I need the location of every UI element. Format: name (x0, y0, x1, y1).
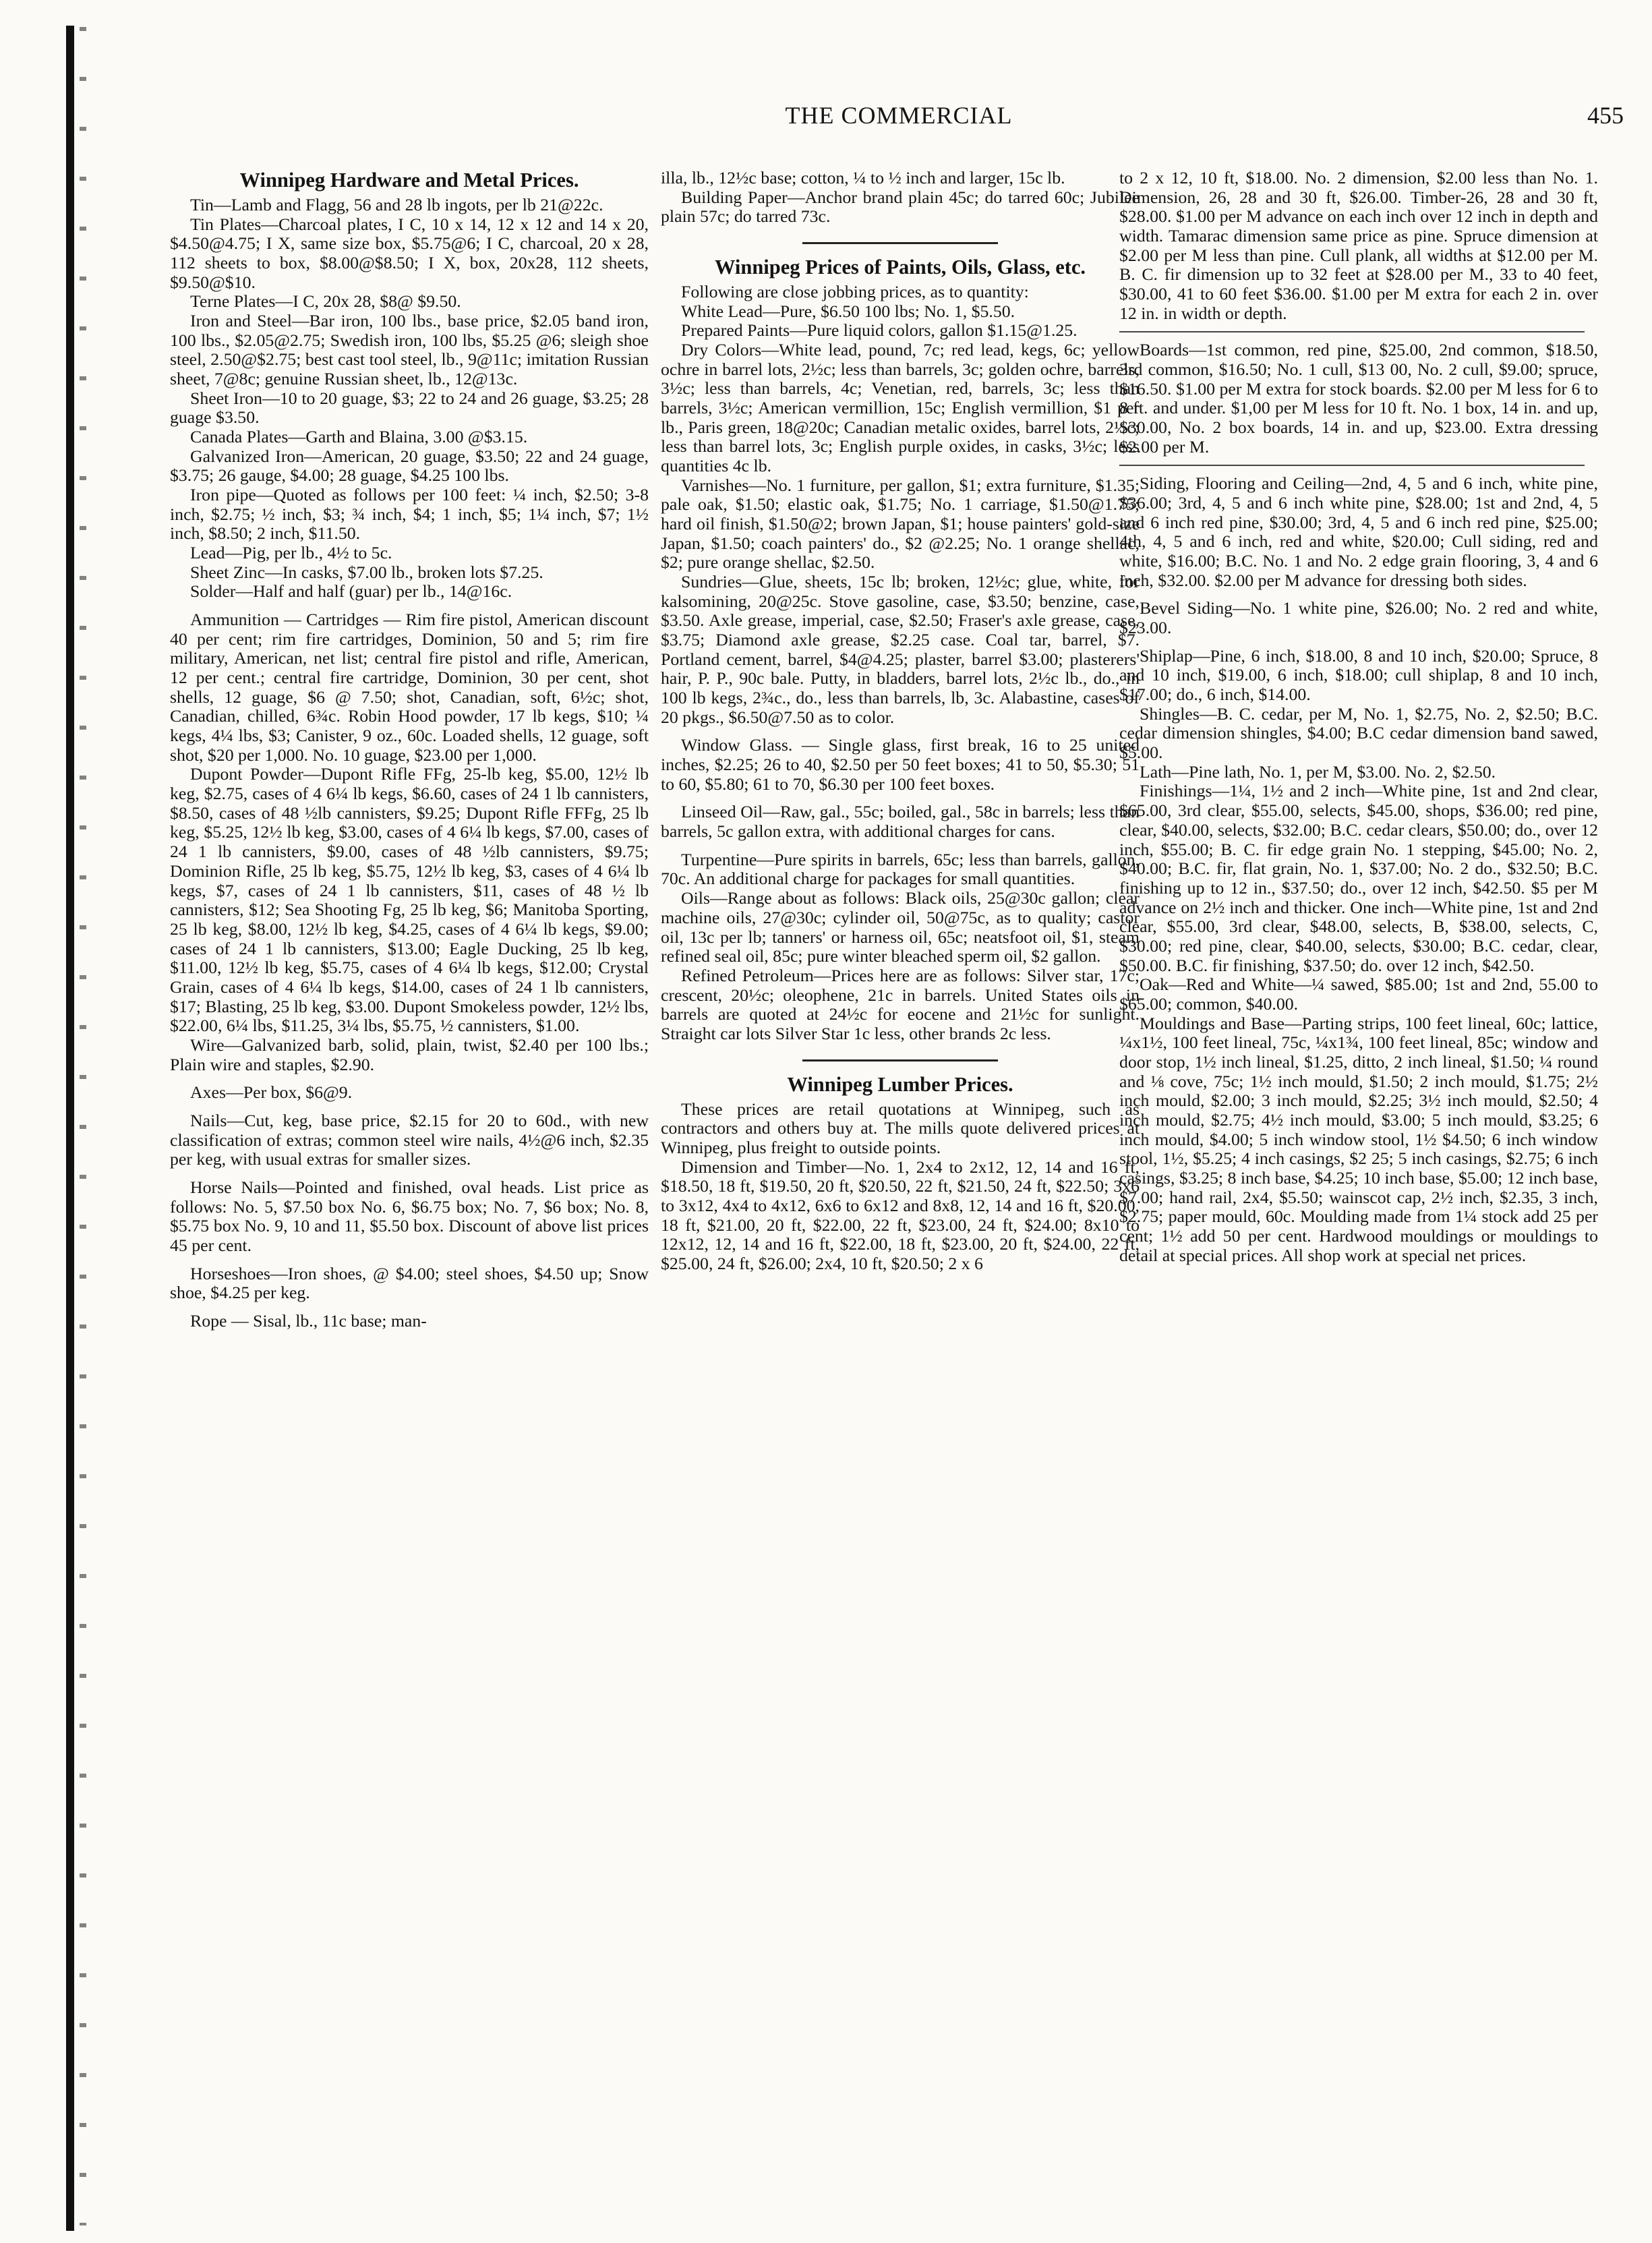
item-rope-continued: illa, lb., 12½c base; cotton, ¼ to ½ inch and larger, 15c lb. (661, 168, 1065, 187)
item-shiplap: Shiplap—Pine, 6 inch, $18.00, 8 and 10 inch, $20.00; Spruce, 8 and 10 inch, $19.00, 6 inch, $18.00; cull shiplap, 8 and 10 inch, $17.00; do., 6 inch, $14.00. (1119, 645, 1598, 705)
item-prepared-paints: Prepared Paints—Pure liquid colors, gallon $1.15@1.25. (681, 320, 1078, 341)
item-building-paper: Building Paper—Anchor brand plain 45c; do tarred 60c; Jubilee plain 57c; do tarred 73c. (661, 187, 1140, 227)
item-tin-plates: Tin Plates—Charcoal plates, I C, 10 x 14, 12 x 12 and 14 x 20, $4.50@4.75; I X, same size box, $5.75@6; I C, charcoal, 20 x 28, 112 sheets to box, $8.00@$8.50; I X, box, 20x28, 112 sheets, $9.50@$10. (170, 214, 649, 292)
item-lath: Lath—Pine lath, No. 1, per M, $3.00. No. 2, $2.50. (1140, 761, 1496, 782)
binding-holes (80, 27, 86, 2225)
item-window-glass: Window Glass. — Single glass, first break, 16 to 25 united inches, $2.25; 26 to 40, $2.50 per 50 feet boxes; 41 to 50, $5.30; 51 to 60, $5.80; 61 to 70, $6.30 per 100 feet boxes. (661, 735, 1140, 794)
column-hardware (170, 169, 649, 1331)
paints-intro: Following are close jobbing prices, as to quantity: (681, 282, 1029, 301)
item-dry-colors: Dry Colors—White lead, pound, 7c; red lead, kegs, 6c; yellow ochre in barrel lots, 2½c; less than barrels, 3c; golden ochre, barrels, 3½c; less than barrels, 4c; Venetian, red, barrels, 3c; less than barrels, 3½c; American vermillion, 15c; English vermillion, $1 per lb., Paris green, 18@20c; Canadian metalic oxides, barrel lots, 2½c; less than barrel lots, 3c; English purple oxides, in casks, 3½c; less quantities 4c lb. (661, 340, 1140, 476)
item-dupont-powder: Dupont Powder—Dupont Rifle FFg, 25-lb keg, $5.00, 12½ lb keg, $2.75, cases of 4 6¼ lb kegs, $6.60, cases of 24 1 lb cannisters, $8.50, cases of 48 ½lb cannisters, $9.25; Dupont Rifle FFFg, 25 lb keg, $5.25, 12½ lb keg, $3.00, cases of 4 6¼ lb kegs, $7.00, cases of 24 1 lb cannisters, $9.00, cases of 48 ½lb cannisters, $9.75; Dominion Rifle, 25 lb keg, $5.75, 12½ lb keg, $3, cases of 4 6¼ lb kegs, $7, cases of 24 1 lb cannisters, $11, cases of 48 ½ lb cannisters, $12; Sea Shooting Fg, 25 lb keg, $6; Manitoba Sporting, 25 lb keg, $8.00, 12½ lb keg, $4.25, cases of 4 6¼ lb kegs, $9.00; cases of 24 1 lb cannisters, $13.00; Eagle Ducking, 25 lb keg, $11.00, 12½ lb keg, $5.75, cases of 4 6¼ lb kegs, $12.00; Crystal Grain, cases of 4 6¼ lb kegs, $14.00, cases of 24 1 lb cannisters, $17; Blasting, 25 lb keg, $3.00. Dupont Smokeless powder, 12½ lbs, $22.00, 6¼ lbs, $11.25, 3¼ lbs, $5.75, ½ cannisters, $1.00. (170, 764, 649, 1036)
item-wire: Wire—Galvanized barb, solid, plain, twist, $2.40 per 100 lbs.; Plain wire and staples, $2.90. (170, 1035, 649, 1074)
item-dimension-timber: Dimension and Timber—No. 1, 2x4 to 2x12, 12, 14 and 16 ft, $18.50, 18 ft, $19.50, 20 ft, $20.50, 22 ft, $21.50, 24 ft, $22.50; 3x6 to 3x12, 4x4 to 4x12, 6x6 to 6x12 and 8x8, 12, 14 and 16 ft, $20.00, 18 ft, $21.00, 20 ft, $22.00, 22 ft, $23.00, 24 ft, $24.00; 8x10 to 12x12, 12, 14 and 16 ft, $22.00, 18 ft, $23.00, 20 ft, $24.00, 22 ft, $25.00, 24 ft, $26.00; 2x4, 10 ft, $20.50; 2 x 6 (661, 1157, 1140, 1273)
item-dimension-continued: to 2 x 12, 10 ft, $18.00. No. 2 dimension, $2.00 less than No. 1. Dimension, 26, 28 and 30 ft, $26.00. Timber-26, 28 and 30 ft, $28.00. $1.00 per M advance on each inch over 12 inch in depth and width. Tamarac dimension same price as pine. Spruce dimension at $2.00 per M less than pine. Cull plank, all widths at $12.00 per M. B. C. fir dimension up to 32 feet at $28.00 per M., 33 to 40 feet, $30.00, 41 to 60 feet $36.00. $1.00 per M extra for each 2 in. over 12 in. in width or depth. (1119, 168, 1598, 323)
item-lead: Lead—Pig, per lb., 4½ to 5c. (190, 543, 392, 563)
divider (1119, 465, 1585, 466)
item-boards: Boards—1st common, red pine, $25.00, 2nd common, $18.50, 3rd common, $16.50; No. 1 cull, $13 00, No. 2 cull, $9.00; spruce, $16.50. $1.00 per M extra for stock boards. $2.00 per M less for 6 to 8 ft. and under. $1,00 per M less for 10 ft. No. 1 box, 14 in. and up, $30.00, No. 2 box boards, 14 in. and up, $23.00. Extra dressing $2.00 per M. (1119, 340, 1598, 457)
page-number: 455 (1587, 102, 1624, 129)
item-sundries: Sundries—Glue, sheets, 15c lb; broken, 12½c; glue, white, for kalsomining, 20@25c. Stove gasoline, case, $3.50; benzine, case, $3.50. Axle grease, imperial, case, $2.50; Fraser's axle grease, case, $3.75; Diamond axle grease, $2.25 case. Coal tar, barrel, $7. Portland cement, barrel, $4@4.25; plaster, barrel $3.00; plasterers' hair, P. P., 90c bale. Putty, in bladders, barrel lots, 2½c lb., do., in 100 lb kegs, 2¾c., do., less than barrels, lb, 3c. Alabastine, cases of 20 pkgs., $6.50@7.50 as to color. (661, 572, 1140, 727)
section-heading-hardware: Winnipeg Hardware and Metal Prices. (239, 169, 579, 192)
item-shingles: Shingles—B. C. cedar, per M, No. 1, $2.75, No. 2, $2.50; B.C. cedar dimension shingles, $4.00; B.C cedar dimension band sawed, $5.00. (1119, 703, 1598, 763)
item-sheet-iron: Sheet Iron—10 to 20 guage, $3; 22 to 24 and 26 guage, $3.25; 28 guage $3.50. (170, 388, 649, 428)
page-header (174, 101, 1624, 142)
item-varnishes: Varnishes—No. 1 furniture, per gallon, $1; extra furniture, $1.35; pale oak, $1.50; elastic oak, $1.75; No. 1 carriage, $1.50@1.75; hard oil finish, $1.50@2; brown Japan, $1; house painters' gold-size Japan, $1.50; coach painters' do., $2 @2.25; No. 1 orange shellac, $2; pure orange shellac, $2.50. (661, 475, 1140, 573)
item-finishings: Finishings—1¼, 1½ and 2 inch—White pine, 1st and 2nd clear, $65.00, 3rd clear, $55.00, selects, $45.00, shops, $36.00; red pine, clear, $40.00, selects, $32.00; B.C. cedar clears, $50.00; do., over 12 inch, $55.00; B. C. fir edge grain No. 1 stepping, $45.00; No. 2, $40.00; B.C. fir, flat grain, No. 1, $37.00; No. 2 do., $32.50; B.C. finishing up to 12 in., $37.50; do., over 12 inch, $42.50. $5 per M advance on 2½ inch and thicker. One inch—White pine, 1st and 2nd clear, $55.00, 3rd clear, $48.00, selects, B, $38.00, selects, C, $30.00; red pine, clear, $40.00, selects, $30.00; B.C. cedar, clear, $50.00. B.C. fir finishing, $37.50; do. over 12 inch, $42.50. (1119, 781, 1598, 975)
lumber-intro: These prices are retail quotations at Winnipeg, such as contractors and others buy at. The mills quote delivered prices at Winnipeg, plus freight to outside points. (661, 1099, 1140, 1157)
item-oak: Oak—Red and White—¼ sawed, $85.00; 1st and 2nd, 55.00 to $65.00; common, $40.00. (1119, 974, 1598, 1014)
item-terne-plates: Terne Plates—I C, 20x 28, $8@ $9.50. (190, 291, 461, 312)
item-solder: Solder—Half and half (guar) per lb., 14@16c. (190, 581, 512, 602)
item-linseed-oil: Linseed Oil—Raw, gal., 55c; boiled, gal., 58c in barrels; less than barrels, 5c gallon extra, with additional charges for cans. (661, 802, 1140, 842)
item-turpentine: Turpentine—Pure spirits in barrels, 65c; less than barrels, gallon, 70c. An additional charge for packages for small quantities. (661, 849, 1140, 889)
item-ammunition: Ammunition — Cartridges — Rim fire pistol, American discount 40 per cent; rim fire cartridges, Dominion, 50 and 5; rim fire military, American, net list; central fire pistol and rifle, American, 12 per cent.; central fire cartridge, Dominion, 30 per cent, shot shells, 12 guage, $6 @ 7.50; shot, Canadian, soft, 6½c; shot, Canadian, chilled, 6¾c. Robin Hood powder, 17 lb kegs, $10; ¼ kegs, 4¼ lbs, $3; Canister, 9 oz., 60c. Loaded shells, 12 guage, soft shot, $20 per 1,000. No. 10 guage, $23.00 per 1,000. (170, 610, 649, 765)
item-iron-steel: Iron and Steel—Bar iron, 100 lbs., base price, $2.05 band iron, 100 lbs., $2.05@2.75; Swedish iron, 100 lbs, $5.25 @6; sleigh shoe steel, 2.50@$2.75; best cast tool steel, lb., 9@11c; imitation Russian sheet, 7@8c; genuine Russian sheet, lb., 12@13c. (170, 311, 649, 389)
item-bevel-siding: Bevel Siding—No. 1 white pine, $26.00; No. 2 red and white, $23.00. (1119, 598, 1598, 638)
column-paints-lumber (661, 169, 1140, 1274)
item-refined-petroleum: Refined Petroleum—Prices here are as follows: Silver star, 17c; crescent, 20½c; oleophene, 21c in barrels. United States oils in barrels are quoted at 24½c for eocene and 21½c for sunlight. Straight car lots Silver Star 1c less, other brands 2c less. (661, 965, 1140, 1043)
item-oils: Oils—Range about as follows: Black oils, 25@30c gallon; clear machine oils, 27@30c; cylinder oil, 50@75c, as to quality; castor oil, 13c per lb; tanners' or harness oil, 65c; neatsfoot oil, $1, steam refined seal oil, 85c; pure winter bleached sperm oil, $2 gallon. (661, 888, 1140, 966)
item-galvanized-iron: Galvanized Iron—American, 20 guage, $3.50; 22 and 24 guage, $3.75; 26 gauge, $4.00; 28 guage, $4.25 100 lbs. (170, 446, 649, 486)
item-nails: Nails—Cut, keg, base price, $2.15 for 20 to 60d., with new classification of extras; common steel wire nails, 4½@6 inch, $2.35 per keg, with usual extras for smaller sizes. (170, 1110, 649, 1169)
section-heading-lumber: Winnipeg Lumber Prices. (787, 1072, 1013, 1096)
item-white-lead: White Lead—Pure, $6.50 100 lbs; No. 1, $5.50. (681, 301, 1015, 321)
item-sheet-zinc: Sheet Zinc—In casks, $7.00 lb., broken lots $7.25. (190, 562, 543, 582)
section-rule (802, 1059, 998, 1061)
item-siding-flooring: Siding, Flooring and Ceiling—2nd, 4, 5 and 6 inch, white pine, $36.00; 3rd, 4, 5 and 6 inch white pine, $28.00; 1st and 2nd, 4, 5 and 6 inch red pine, $30.00; 3rd, 4, 5 and 6 inch red pine, $25.00; 4th, 4, 5 and 6 inch, red and white, $20.00; Cull siding, red and white, $16.00; B.C. No. 1 and No. 2 edge grain flooring, 3, 4 and 6 inch, $32.00. $2.00 per M advance for dressing both sides. (1119, 473, 1598, 590)
divider (1119, 331, 1585, 332)
page-title: THE COMMERCIAL (785, 102, 1013, 129)
section-rule (802, 242, 998, 244)
item-horse-nails: Horse Nails—Pointed and finished, oval heads. List price as follows: No. 5, $7.50 box No. 6, $6.75 box; No. 7, $6 box; No. 8, $5.75 box No. 9, 10 and 11, $5.50 box. Discount of above list prices 45 per cent. (170, 1177, 649, 1255)
column-lumber-continued (1119, 169, 1598, 1265)
item-canada-plates: Canada Plates—Garth and Blaina, 3.00 @$3.15. (190, 427, 528, 447)
section-heading-paints: Winnipeg Prices of Paints, Oils, Glass, etc. (714, 256, 1086, 279)
item-axes: Axes—Per box, $6@9. (190, 1082, 353, 1103)
item-rope: Rope — Sisal, lb., 11c base; man- (190, 1310, 427, 1331)
item-horseshoes: Horseshoes—Iron shoes, @ $4.00; steel shoes, $4.50 up; Snow shoe, $4.25 per keg. (170, 1263, 649, 1303)
item-tin: Tin—Lamb and Flagg, 56 and 28 lb ingots, per lb 21@22c. (190, 194, 603, 214)
item-iron-pipe: Iron pipe—Quoted as follows per 100 feet: ¼ inch, $2.50; 3-8 inch, $2.75; ½ inch, $3; ¾ inch, $4; 1 inch, $5; 1¼ inch, $7; 1½ inch, $8.50; 2 inch, $11.50. (170, 485, 649, 544)
item-mouldings-base: Mouldings and Base—Parting strips, 100 feet lineal, 60c; lattice, ¼x1½, 100 feet lineal, 75c, ¼x1¾, 100 feet lineal, 85c; window and door stop, 1½ inch lineal, $1.25, ditto, 2 inch lineal, $1.50; ¼ round and ⅛ cove, 75c; 1½ inch mould, $1.50; 2 inch mould, $1.75; 2½ inch mould, $2.00; 3 inch mould, $2.25; 3½ inch mould, $2.50; 4 inch mould, $2.75; 4½ inch mould, $3.00; 5 inch mould, $3.25; 6 inch mould, $4.00; 5 inch window stool, 1½ $4.50; 6 inch window stool, 1½, $5.25; 4 inch casings, $2 25; 5 inch casings, $2.75; 6 inch casings, $3.25; 8 inch base, $4.25; 10 inch base, $5.00; 12 inch base, $7.00; hand rail, 2x4, $5.50; wainscot cap, 2½ inch, $2.35, 3 inch, $2.75; paper mould, 60c. Moulding made from 1¼ stock add 25 per cent; 1½ add 50 per cent. Hardwood mouldings or mouldings to detail at special prices. All shop work at special net prices. (1119, 1013, 1599, 1265)
binding-edge (66, 26, 74, 2231)
